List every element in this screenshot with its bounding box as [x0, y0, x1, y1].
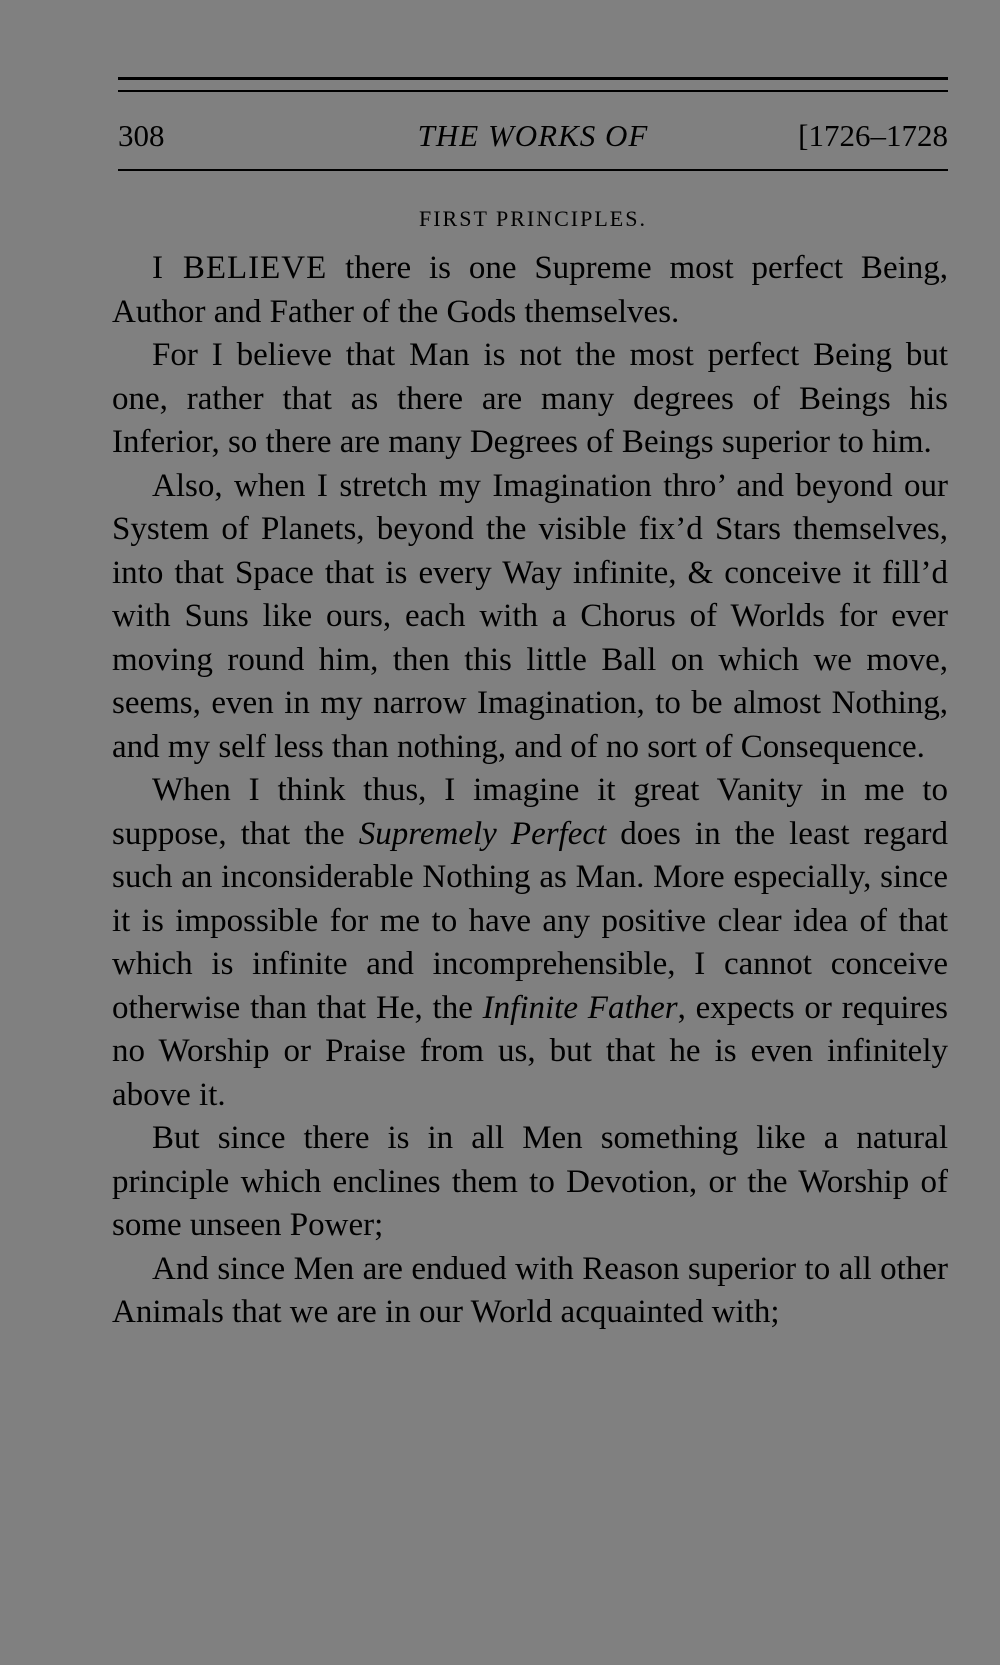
paragraph-3: Also, when I stretch my Imagination thro’ and beyond our System of Planets, beyond the visible fix’d Stars themselves, into that Space that is every Way infinite, & conceive it fill’d with Suns like ours, each with a Chorus of Worlds for ever moving round him, then this little Ball on which we move, seems, even in my narrow Imagination, to be almost Nothing, and my self less than nothing, and of no sort of Consequence.: [112, 467, 948, 765]
paragraph-1-text: there is one Supreme most perfect Being, Author and Father of the Gods themselves.: [112, 250, 949, 330]
paragraph-2: For I believe that Man is not the most perfect Being but one, rather that as there are many degrees of Beings his Inferior, so there are many Degrees of Beings superior to him.: [112, 337, 948, 460]
running-head: [118, 112, 948, 158]
paragraph-4-text-a: When I think thus, I imagine it great Vanity in me to suppose, that the: [112, 772, 948, 852]
header-rule-second: [118, 90, 948, 92]
paragraph-1: [112, 247, 948, 334]
running-title: THE WORKS OF: [417, 117, 649, 153]
page-number: 308: [118, 117, 165, 153]
paragraph-5: But since there is in all Men something like a natural principle which enclines them to Devotion, or the Worship of some unseen Power;: [112, 1120, 948, 1243]
paragraph-6: And since Men are endued with Reason superior to all other Animals that we are in our World acquainted with;: [112, 1250, 948, 1330]
paragraph-4-text-b: does in the least regard such an inconsiderable Nothing as Man. More especially, since it is impossible for me to have any positive clear idea of that which is infinite and incomprehensible, I cannot conceive otherwise than that He, the: [112, 815, 948, 1026]
paragraph-4: [112, 769, 948, 1117]
body-text: [112, 247, 948, 1335]
header-rule-bottom: [118, 169, 948, 171]
header-rule-top: [118, 77, 948, 80]
paragraph-4-italic-supremely-perfect: Supremely Perfect: [358, 815, 607, 852]
paragraph-1-lead: I BELIEVE: [152, 250, 328, 286]
section-heading: FIRST PRINCIPLES.: [419, 206, 647, 231]
paragraph-4-italic-infinite-father: Infinite Father: [482, 989, 678, 1026]
date-range: [1726–1728: [798, 117, 948, 153]
paragraph-4-text-c: , expects or requires no Worship or Praise from us, but that he is even infinitely above it.: [112, 989, 948, 1113]
